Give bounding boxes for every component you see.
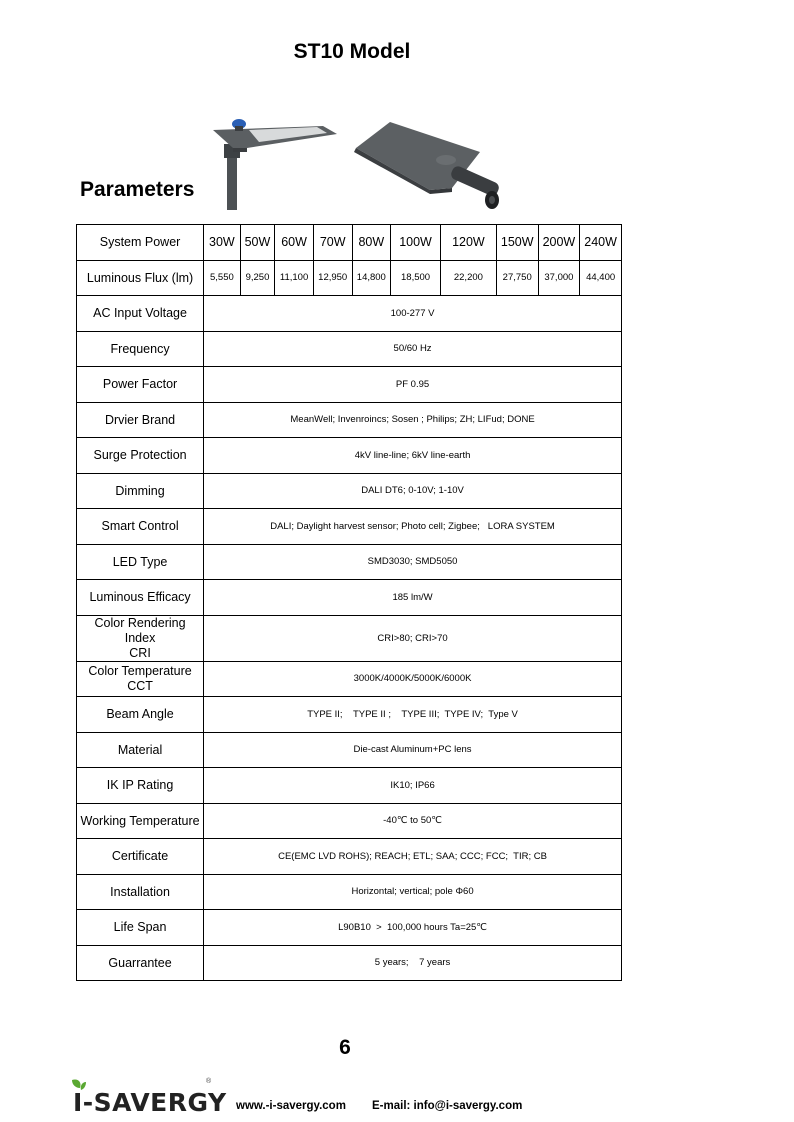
row-label-abbrev: CRI	[129, 645, 151, 660]
row-label-text: Color Rendering Index	[94, 615, 186, 645]
row-label-text: Luminous Efficacy	[89, 590, 191, 605]
row-label-text: IK IP Rating	[106, 778, 174, 793]
page-title: ST10 Model	[293, 40, 411, 63]
row-label-text: LED Type	[112, 554, 168, 569]
row-label-text: Color Temperature	[88, 663, 192, 678]
row-label	[77, 509, 204, 545]
row-label	[77, 697, 204, 733]
luminous-flux-row-cell: 44,400	[580, 260, 622, 296]
luminous-flux-row-cell: 22,200	[440, 260, 496, 296]
row-value: -40℃ to 50℃	[204, 803, 622, 839]
row-label-text: Certificate	[111, 849, 169, 864]
footer-email[interactable]: E-mail: info@i-savergy.com	[372, 1100, 523, 1112]
row-value: 4kV line-line; 6kV line-earth	[204, 438, 622, 474]
row-label	[77, 580, 204, 616]
row-label-text: Installation	[110, 884, 170, 899]
spec-row	[77, 839, 622, 875]
row-label-abbrev: CCT	[127, 678, 153, 693]
spec-row	[77, 661, 622, 697]
spec-row	[77, 945, 622, 981]
row-value: 100-277 V	[204, 296, 622, 332]
row-label: System Power	[77, 225, 204, 261]
system-power-row-cell: 50W	[240, 225, 275, 261]
row-label-text: Power Factor	[102, 377, 178, 392]
luminous-flux-row	[77, 260, 622, 296]
spec-row	[77, 580, 622, 616]
row-label	[77, 803, 204, 839]
row-value: CRI>80; CRI>70	[204, 615, 622, 661]
row-label	[77, 296, 204, 332]
luminous-flux-row-cell: 27,750	[496, 260, 538, 296]
section-title: Parameters	[80, 178, 195, 201]
system-power-row	[77, 225, 622, 261]
system-power-row-cell: 60W	[275, 225, 314, 261]
row-label-text: Smart Control	[101, 519, 179, 534]
spec-row	[77, 803, 622, 839]
row-label	[77, 768, 204, 804]
row-label	[77, 839, 204, 875]
system-power-row-cell: 120W	[440, 225, 496, 261]
row-label	[77, 438, 204, 474]
luminous-flux-row-cell: 37,000	[538, 260, 580, 296]
luminous-flux-row-cell: 14,800	[352, 260, 391, 296]
row-label	[77, 661, 204, 697]
street-light-pole-image	[205, 118, 340, 210]
footer-website[interactable]: www.-i-savergy.com	[236, 1100, 346, 1112]
row-value: L90B10 > 100,000 hours Ta=25℃	[204, 910, 622, 946]
row-label-text: AC Input Voltage	[93, 306, 187, 321]
row-value: CE(EMC LVD ROHS); REACH; ETL; SAA; CCC; FCC; TIR; CB	[204, 839, 622, 875]
spec-row	[77, 910, 622, 946]
spec-row	[77, 402, 622, 438]
row-label-text: Beam Angle	[106, 707, 174, 722]
page-number: 6	[339, 1036, 351, 1059]
row-label	[77, 910, 204, 946]
row-label-text: Material	[117, 742, 163, 757]
row-label-text: Guarrantee	[108, 955, 172, 970]
row-label-text: Life Span	[113, 920, 167, 935]
row-label	[77, 331, 204, 367]
row-label-text: Dimming	[115, 483, 165, 498]
row-value: 185 lm/W	[204, 580, 622, 616]
registered-mark: ®	[206, 1078, 212, 1085]
brand-logo: I-SAVERGY	[73, 1088, 227, 1117]
spec-row	[77, 874, 622, 910]
spec-row	[77, 544, 622, 580]
luminous-flux-row-cell: 18,500	[391, 260, 441, 296]
row-label	[77, 945, 204, 981]
spec-row	[77, 296, 622, 332]
row-value: Horizontal; vertical; pole Φ60	[204, 874, 622, 910]
row-label	[77, 732, 204, 768]
row-label-text: Working Temperature	[80, 813, 200, 828]
street-light-housing-image	[350, 118, 515, 213]
row-value: 3000K/4000K/5000K/6000K	[204, 661, 622, 697]
system-power-row-cell: 240W	[580, 225, 622, 261]
row-label-text: Surge Protection	[93, 448, 187, 463]
system-power-row-cell: 80W	[352, 225, 391, 261]
spec-row	[77, 438, 622, 474]
system-power-row-cell: 200W	[538, 225, 580, 261]
spec-row	[77, 331, 622, 367]
row-value: MeanWell; Invenroincs; Sosen ; Philips; ZH; LIFud; DONE	[204, 402, 622, 438]
system-power-row-cell: 30W	[204, 225, 241, 261]
row-value: DALI; Daylight harvest sensor; Photo cell; Zigbee; LORA SYSTEM	[204, 509, 622, 545]
row-label	[77, 367, 204, 403]
row-value: DALI DT6; 0-10V; 1-10V	[204, 473, 622, 509]
row-value: SMD3030; SMD5050	[204, 544, 622, 580]
row-label	[77, 874, 204, 910]
spec-row	[77, 768, 622, 804]
row-label-text: Drvier Brand	[104, 412, 176, 427]
spec-row	[77, 732, 622, 768]
system-power-row-cell: 70W	[313, 225, 352, 261]
row-label-text: Frequency	[110, 341, 170, 356]
row-label: Luminous Flux (lm)	[77, 260, 204, 296]
row-value: PF 0.95	[204, 367, 622, 403]
parameters-table-body	[77, 225, 622, 981]
row-label	[77, 544, 204, 580]
row-label	[77, 473, 204, 509]
spec-row	[77, 509, 622, 545]
row-value: IK10; IP66	[204, 768, 622, 804]
spec-row	[77, 473, 622, 509]
row-value: TYPE II; TYPE II ; TYPE III; TYPE IV; Type V	[204, 697, 622, 733]
system-power-row-cell: 150W	[496, 225, 538, 261]
spec-row	[77, 367, 622, 403]
luminous-flux-row-cell: 12,950	[313, 260, 352, 296]
row-value: 50/60 Hz	[204, 331, 622, 367]
spec-row	[77, 615, 622, 661]
parameters-table	[76, 224, 622, 981]
system-power-row-cell: 100W	[391, 225, 441, 261]
row-label	[77, 402, 204, 438]
row-value: Die-cast Aluminum+PC lens	[204, 732, 622, 768]
luminous-flux-row-cell: 5,550	[204, 260, 241, 296]
row-label	[77, 615, 204, 661]
spec-row	[77, 697, 622, 733]
luminous-flux-row-cell: 9,250	[240, 260, 275, 296]
row-value: 5 years; 7 years	[204, 945, 622, 981]
luminous-flux-row-cell: 11,100	[275, 260, 314, 296]
